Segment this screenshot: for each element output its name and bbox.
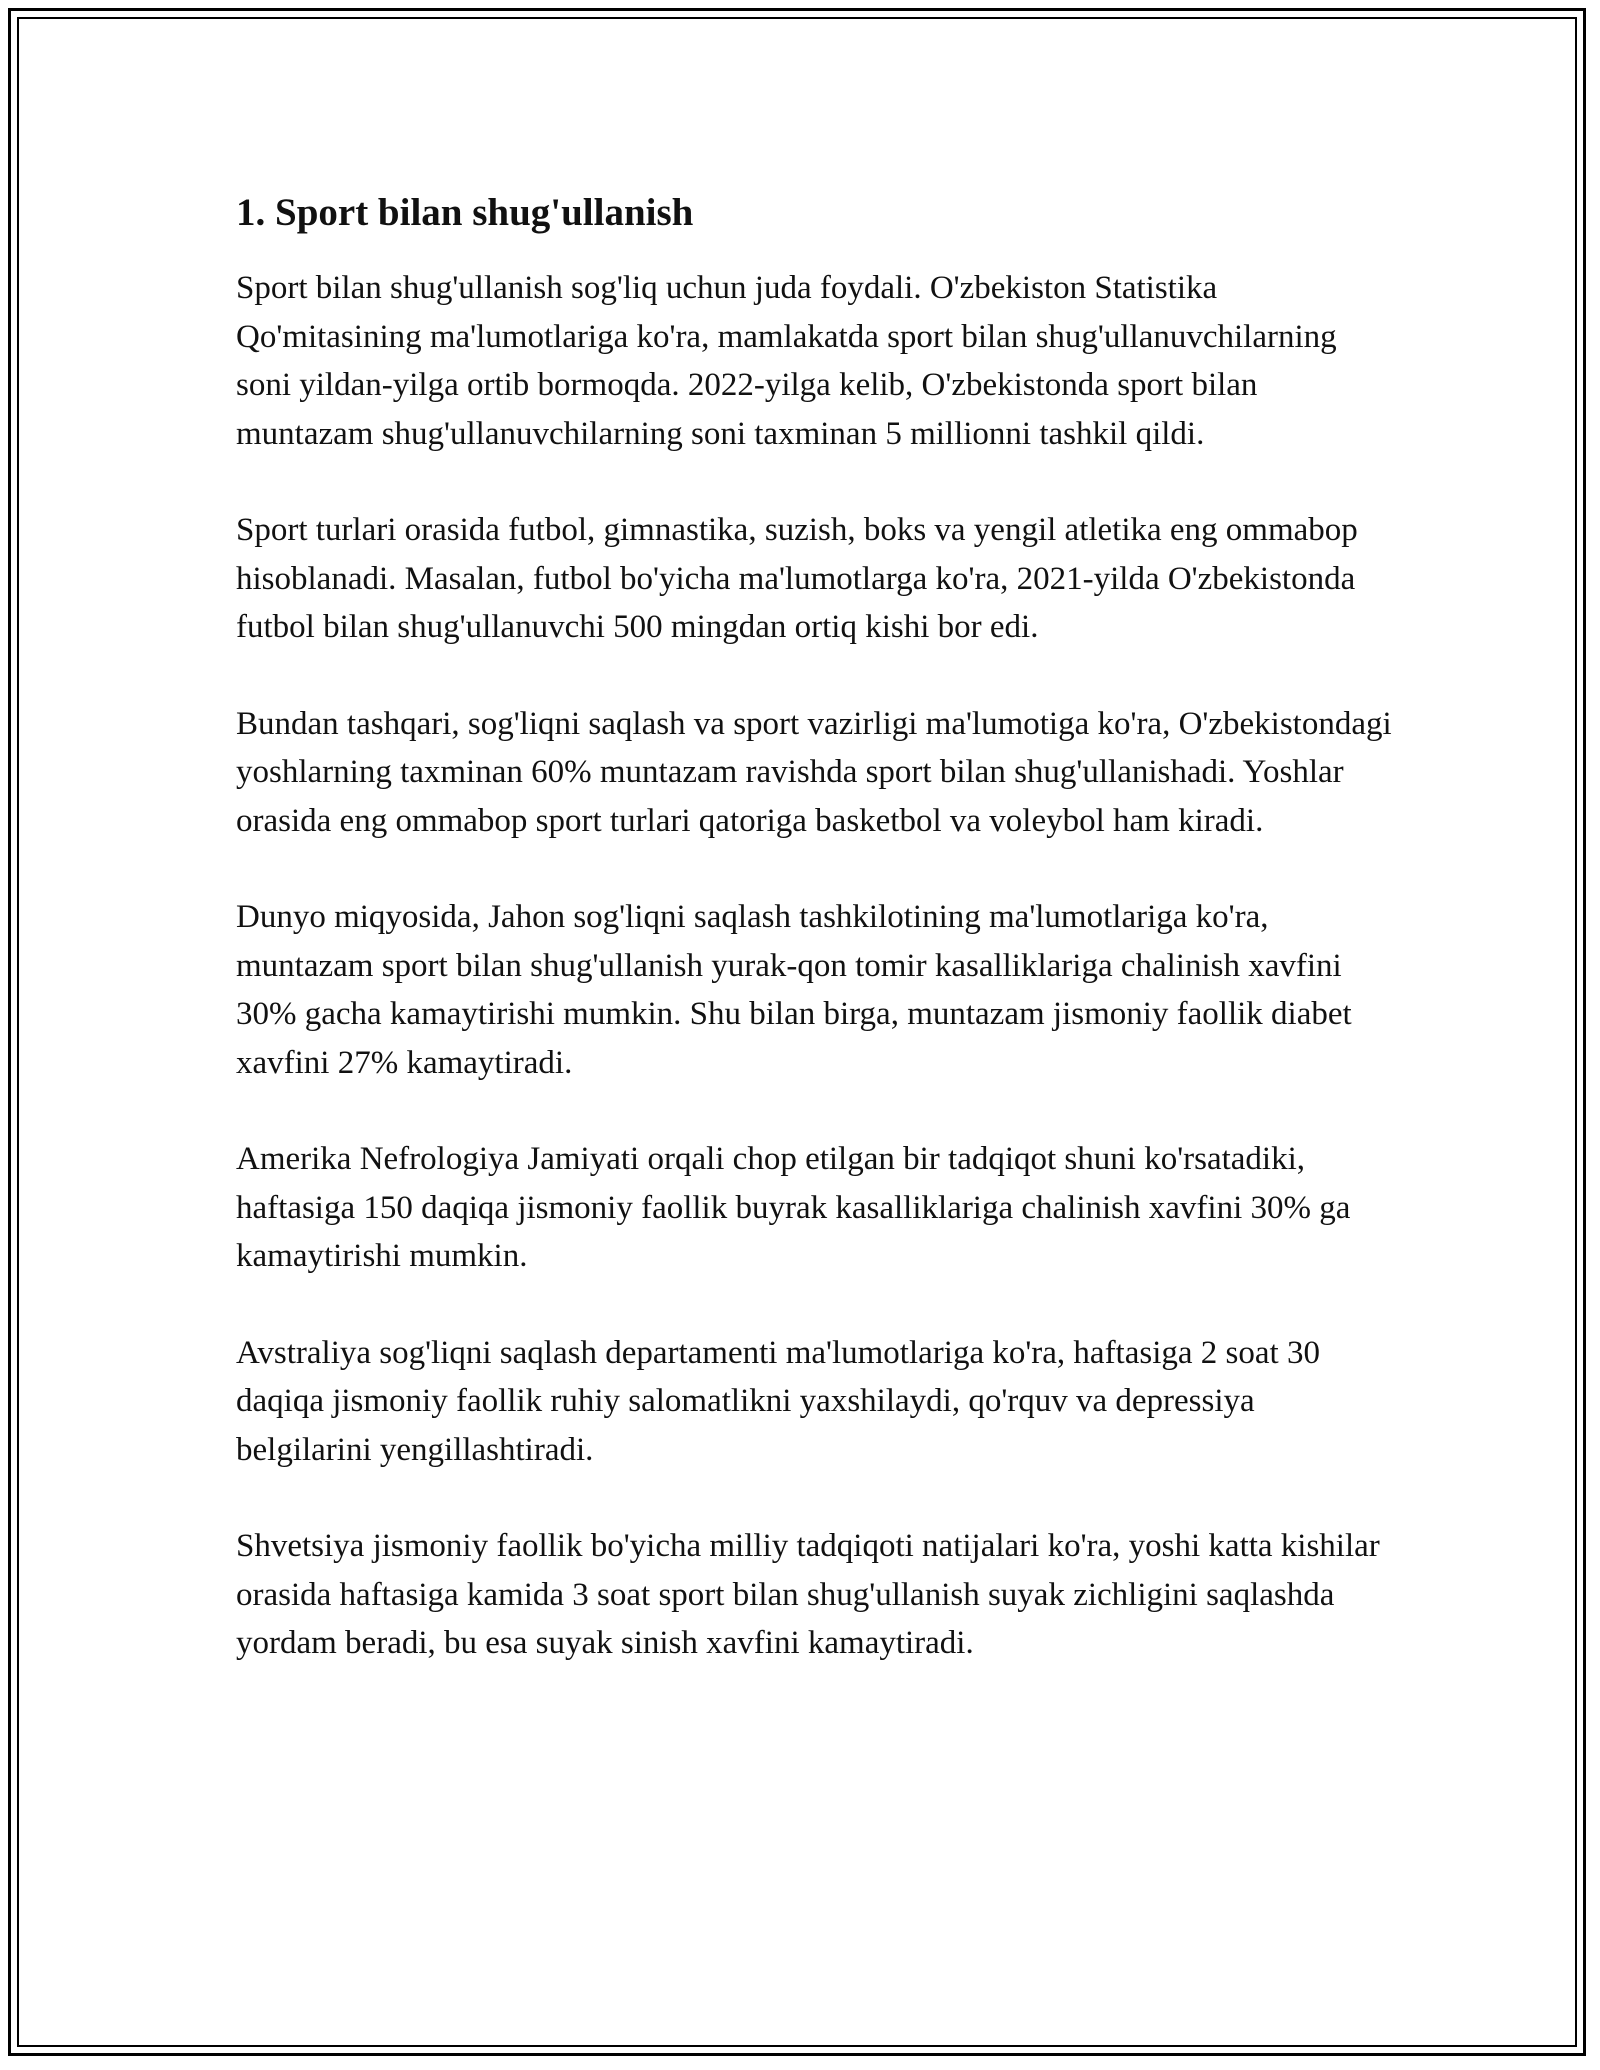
paragraph-5: Amerika Nefrologiya Jamiyati orqali chop etilgan bir tadqiqot shuni ko'rsatadiki, haftasiga 150 daqiqa jismoniy faollik buyrak kasalliklariga chalinish xavfini 30% ga kamaytirishi mumkin.	[236, 1141, 1351, 1274]
paragraph-2: Sport turlari orasida futbol, gimnastika, suzish, boks va yengil atletika eng ommabop hisoblanadi. Masalan, futbol bo'yicha ma'lumotlarga ko'ra, 2021-yilda O'zbekistonda futbol bilan shug'ullanuvchi 500 mingdan ortiq kishi bor edi.	[236, 512, 1358, 645]
paragraph-4: Dunyo miqyosida, Jahon sog'liqni saqlash tashkilotining ma'lumotlariga ko'ra, muntazam sport bilan shug'ullanish yurak-qon tomir kasalliklariga chalinish xavfini 30% gacha kamaytirishi mumkin. Shu bilan birga, muntazam jismoniy faollik diabet xavfini 27% kamaytiradi.	[236, 899, 1352, 1081]
document-body	[236, 186, 1396, 1716]
paragraph-1: Sport bilan shug'ullanish sog'liq uchun juda foydali. O'zbekiston Statistika Qo'mitasining ma'lumotlariga ko'ra, mamlakatda sport bilan shug'ullanuvchilarning soni yildan-yilga ortib bormoqda. 2022-yilga kelib, O'zbekistonda sport bilan muntazam shug'ullanuvchilarning soni taxminan 5 millionni tashkil qildi.	[236, 270, 1337, 452]
paragraph-6: Avstraliya sog'liqni saqlash departamenti ma'lumotlariga ko'ra, haftasiga 2 soat 30 daqiqa jismoniy faollik ruhiy salomatlikni yaxshilaydi, qo'rquv va depressiya belgilarini yengillashtiradi.	[236, 1334, 1320, 1468]
paragraph-3: Bundan tashqari, sog'liqni saqlash va sport vazirligi ma'lumotiga ko'ra, O'zbekistondagi yoshlarning taxminan 60% muntazam ravishda sport bilan shug'ullanishadi. Yoshlar orasida eng ommabop sport turlari qatoriga basketbol va voleybol ham kiradi.	[236, 705, 1392, 839]
paragraph-7: Shvetsiya jismoniy faollik bo'yicha milliy tadqiqoti natijalari ko'ra, yoshi katta kishilar orasida haftasiga kamida 3 soat sport bilan shug'ullanish suyak zichligini saqlashda yordam beradi, bu esa suyak sinish xavfini kamaytiradi.	[236, 1528, 1380, 1661]
section-heading: 1. Sport bilan shug'ullanish	[236, 191, 694, 234]
